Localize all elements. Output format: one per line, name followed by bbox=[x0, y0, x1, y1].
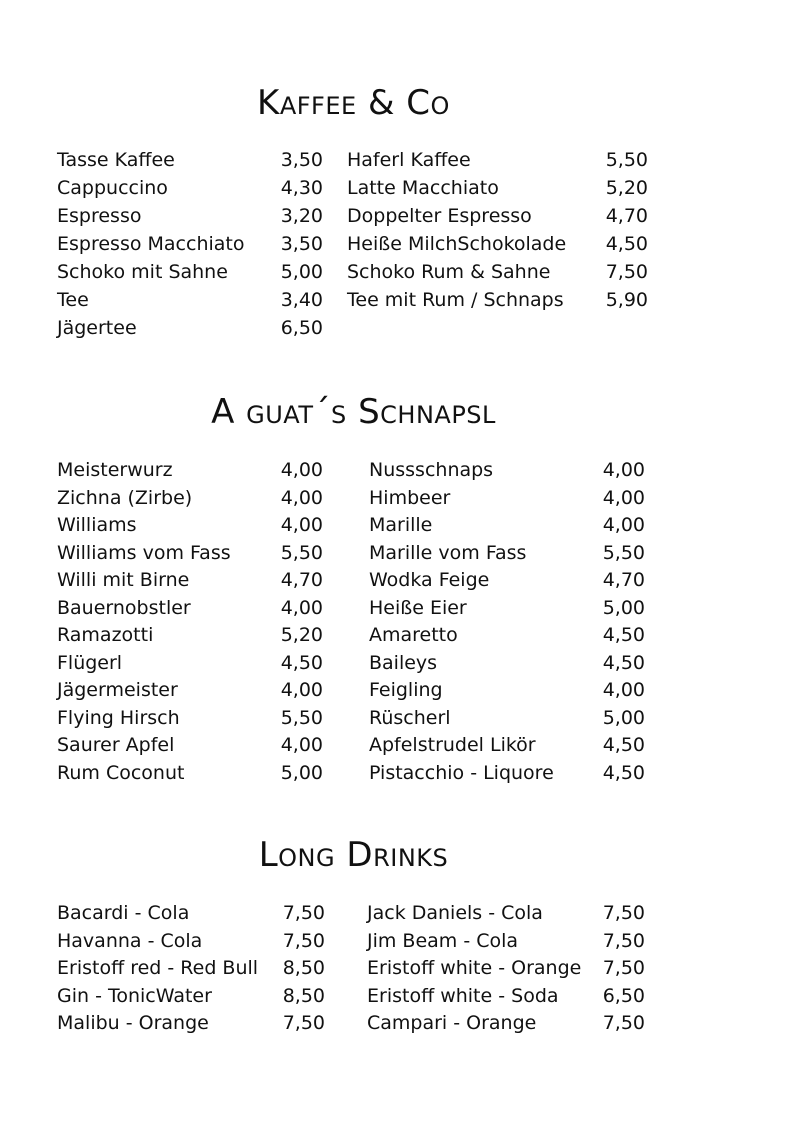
menu-item bbox=[369, 731, 645, 759]
menu-item-price: 4,00 bbox=[280, 679, 323, 701]
menu-item bbox=[367, 982, 645, 1010]
menu-item bbox=[347, 202, 648, 230]
menu-item-price: 4,00 bbox=[280, 596, 323, 619]
menu-item-price: 4,70 bbox=[602, 569, 645, 591]
menu-item-price: 4,50 bbox=[605, 233, 648, 255]
menu-item-name: Williams vom Fass bbox=[57, 541, 231, 564]
menu-item-name: Tee mit Rum / Schnaps bbox=[347, 289, 564, 311]
menu-item-price: 4,00 bbox=[602, 514, 645, 536]
menu-item-name: Baileys bbox=[369, 651, 438, 674]
menu-item-price: 4,00 bbox=[602, 459, 645, 481]
menu-item bbox=[369, 484, 645, 512]
menu-item-price: 7,50 bbox=[282, 929, 325, 952]
menu-item-price: 4,50 bbox=[602, 624, 645, 646]
menu-item bbox=[367, 927, 645, 955]
menu-item bbox=[367, 1009, 645, 1037]
menu-item bbox=[369, 704, 645, 732]
menu-item bbox=[367, 954, 645, 982]
menu-item-name: Espresso Macchiato bbox=[57, 233, 245, 255]
menu-item-price: 6,50 bbox=[602, 984, 645, 1007]
menu-item bbox=[57, 899, 325, 927]
menu-item-price: 4,00 bbox=[280, 486, 323, 509]
menu-item bbox=[57, 258, 323, 286]
menu-item-name: Bacardi - Cola bbox=[57, 902, 190, 924]
menu-item-name: Marille vom Fass bbox=[369, 541, 527, 564]
menu-item-name: Flügerl bbox=[57, 651, 123, 674]
menu-item bbox=[57, 731, 323, 759]
menu-item bbox=[367, 899, 645, 927]
menu-item bbox=[57, 230, 323, 258]
menu-item-price: 3,40 bbox=[280, 289, 323, 311]
menu-item-price: 4,00 bbox=[280, 514, 323, 536]
menu-item-price: 4,50 bbox=[280, 651, 323, 674]
menu-item bbox=[57, 511, 323, 539]
section-title-long-drinks: Long Drinks bbox=[258, 835, 449, 875]
menu-item bbox=[57, 954, 325, 982]
menu-item bbox=[369, 759, 645, 787]
menu-item-name: Meisterwurz bbox=[57, 459, 173, 481]
menu-item-price: 7,50 bbox=[605, 261, 648, 283]
menu-item bbox=[57, 927, 325, 955]
menu-item-name: Gin - TonicWater bbox=[57, 984, 212, 1007]
menu-item-name: Feigling bbox=[369, 679, 443, 701]
menu-item-price: 5,50 bbox=[280, 541, 323, 564]
menu-item bbox=[57, 484, 323, 512]
menu-item-name: Eristoff white - Orange bbox=[367, 957, 582, 979]
menu-item-price: 7,50 bbox=[602, 957, 645, 979]
menu-item-name: Bauernobstler bbox=[57, 596, 191, 619]
menu-item-price: 5,50 bbox=[602, 541, 645, 564]
menu-item-price: 4,00 bbox=[602, 486, 645, 509]
menu-item bbox=[347, 174, 648, 202]
section-title-schnapsl: A guat´s Schnapsl bbox=[211, 392, 496, 432]
menu-item-name: Nussschnaps bbox=[369, 459, 494, 481]
menu-item-name: Campari - Orange bbox=[367, 1012, 537, 1034]
menu-item-name: Malibu - Orange bbox=[57, 1012, 209, 1034]
menu-item-price: 7,50 bbox=[602, 902, 645, 924]
menu-item-price: 5,20 bbox=[280, 624, 323, 646]
menu-item-name: Jack Daniels - Cola bbox=[367, 902, 543, 924]
menu-item-name: Williams bbox=[57, 514, 137, 536]
menu-item bbox=[369, 649, 645, 677]
menu-item bbox=[57, 982, 325, 1010]
menu-item-price: 7,50 bbox=[602, 929, 645, 952]
menu-item-name: Wodka Feige bbox=[369, 569, 490, 591]
menu-item-name: Eristoff white - Soda bbox=[367, 984, 559, 1007]
menu-item-name: Eristoff red - Red Bull bbox=[57, 957, 259, 979]
menu-item-name: Tee bbox=[57, 289, 89, 311]
menu-item-name: Apfelstrudel Likör bbox=[369, 734, 536, 756]
menu-item-price: 5,20 bbox=[605, 177, 648, 199]
menu-item bbox=[57, 649, 323, 677]
menu-item bbox=[369, 511, 645, 539]
menu-item-price: 4,50 bbox=[602, 734, 645, 756]
menu-item-price: 7,50 bbox=[282, 902, 325, 924]
section-title-kaffee: Kaffee & Co bbox=[257, 83, 450, 123]
menu-item-price: 3,50 bbox=[280, 149, 323, 171]
menu-item-price: 4,50 bbox=[602, 761, 645, 784]
menu-item bbox=[369, 621, 645, 649]
menu-item-name: Latte Macchiato bbox=[347, 177, 499, 199]
menu-item-name: Havanna - Cola bbox=[57, 929, 203, 952]
menu-item-price: 4,00 bbox=[602, 679, 645, 701]
menu-item-price: 5,00 bbox=[280, 261, 323, 283]
menu-item-name: Rüscherl bbox=[369, 706, 451, 729]
menu-item-name: Heiße MilchSchokolade bbox=[347, 233, 567, 255]
menu-item-name: Jägertee bbox=[57, 317, 137, 339]
menu-item-price: 8,50 bbox=[282, 957, 325, 979]
menu-item-name: Rum Coconut bbox=[57, 761, 185, 784]
menu-item bbox=[369, 566, 645, 594]
menu-item-price: 7,50 bbox=[282, 1012, 325, 1034]
menu-item-name: Flying Hirsch bbox=[57, 706, 180, 729]
menu-item-price: 6,50 bbox=[280, 317, 323, 339]
menu-item bbox=[369, 594, 645, 622]
menu-item bbox=[347, 146, 648, 174]
menu-item bbox=[57, 594, 323, 622]
menu-item bbox=[369, 456, 645, 484]
menu-item-price: 7,50 bbox=[602, 1012, 645, 1034]
menu-item bbox=[347, 230, 648, 258]
menu-item-price: 5,90 bbox=[605, 289, 648, 311]
menu-item bbox=[57, 759, 323, 787]
menu-item bbox=[57, 456, 323, 484]
menu-item-price: 3,50 bbox=[280, 233, 323, 255]
menu-item-price: 3,20 bbox=[280, 205, 323, 227]
menu-item-name: Himbeer bbox=[369, 486, 451, 509]
menu-item-price: 5,00 bbox=[602, 596, 645, 619]
menu-item-price: 5,00 bbox=[602, 706, 645, 729]
menu-item bbox=[347, 258, 648, 286]
menu-item bbox=[57, 174, 323, 202]
menu-item-price: 4,70 bbox=[605, 205, 648, 227]
menu-item-price: 4,30 bbox=[280, 177, 323, 199]
menu-item-name: Marille bbox=[369, 514, 433, 536]
menu-item-name: Pistacchio - Liquore bbox=[369, 761, 554, 784]
menu-item bbox=[369, 539, 645, 567]
menu-item-name: Tasse Kaffee bbox=[57, 149, 175, 171]
menu-item-name: Ramazotti bbox=[57, 624, 154, 646]
menu-item bbox=[57, 314, 323, 342]
menu-item bbox=[57, 704, 323, 732]
menu-item-name: Doppelter Espresso bbox=[347, 205, 532, 227]
menu-item-price: 5,50 bbox=[280, 706, 323, 729]
menu-item-price: 4,00 bbox=[280, 459, 323, 481]
menu-item-name: Schoko mit Sahne bbox=[57, 261, 228, 283]
menu-item-name: Heiße Eier bbox=[369, 596, 467, 619]
menu-item-name: Willi mit Birne bbox=[57, 569, 190, 591]
menu-item-name: Espresso bbox=[57, 205, 142, 227]
menu-item bbox=[369, 676, 645, 704]
menu-item-price: 5,50 bbox=[605, 149, 648, 171]
menu-item bbox=[57, 1009, 325, 1037]
menu-item bbox=[57, 202, 323, 230]
menu-item bbox=[57, 621, 323, 649]
menu-item-name: Jim Beam - Cola bbox=[367, 929, 519, 952]
menu-item-price: 4,50 bbox=[602, 651, 645, 674]
menu-item bbox=[57, 676, 323, 704]
menu-item-name: Saurer Apfel bbox=[57, 734, 175, 756]
menu-item-name: Amaretto bbox=[369, 624, 458, 646]
menu-item-name: Cappuccino bbox=[57, 177, 168, 199]
menu-item bbox=[57, 286, 323, 314]
menu-item-name: Schoko Rum & Sahne bbox=[347, 261, 551, 283]
menu-item-price: 4,00 bbox=[280, 734, 323, 756]
menu-item bbox=[57, 539, 323, 567]
menu-item bbox=[57, 146, 323, 174]
menu-item-price: 8,50 bbox=[282, 984, 325, 1007]
menu-item-price: 5,00 bbox=[280, 761, 323, 784]
menu-item bbox=[57, 566, 323, 594]
menu-item bbox=[347, 286, 648, 314]
menu-item-name: Jägermeister bbox=[57, 679, 178, 701]
menu-item-price: 4,70 bbox=[280, 569, 323, 591]
menu-item-name: Zichna (Zirbe) bbox=[57, 486, 193, 509]
menu-item-name: Haferl Kaffee bbox=[347, 149, 471, 171]
